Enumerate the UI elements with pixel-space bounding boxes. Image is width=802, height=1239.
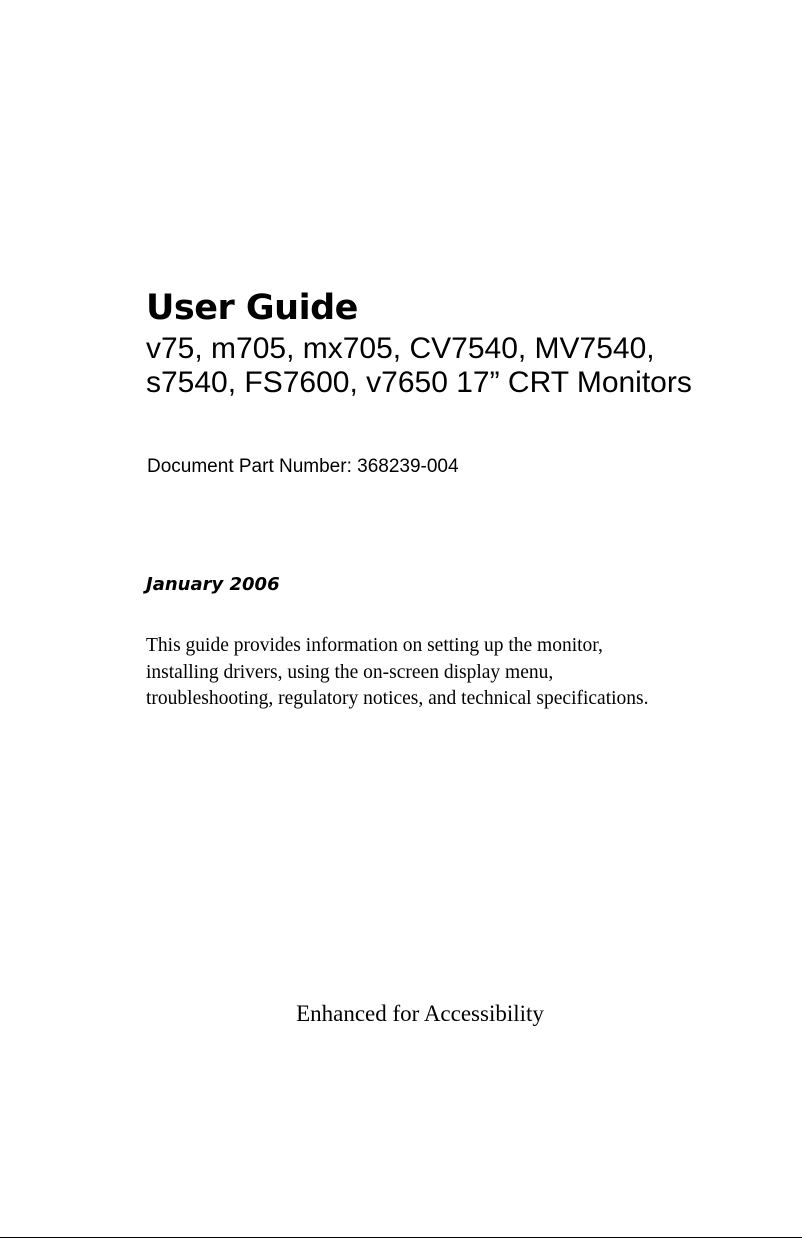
page-bottom-divider [0,1237,802,1238]
publication-date: January 2006 [146,574,280,595]
document-title: User Guide [146,288,358,328]
description-line-3: troubleshooting, regulatory notices, and technical specifications. [146,688,649,709]
subtitle-line-1: v75, m705, mx705, CV7540, MV7540, [146,332,655,365]
document-part-number: Document Part Number: 368239-004 [147,456,459,477]
subtitle-line-2: s7540, FS7600, v7650 17” CRT Monitors [146,366,692,399]
accessibility-note: Enhanced for Accessibility [296,1001,544,1026]
product-models-subtitle [146,332,692,400]
description-line-2: installing drivers, using the on-screen display menu, [146,661,554,683]
guide-description [146,633,649,713]
description-line-1: This guide provides information on setting up the monitor, [146,635,603,656]
